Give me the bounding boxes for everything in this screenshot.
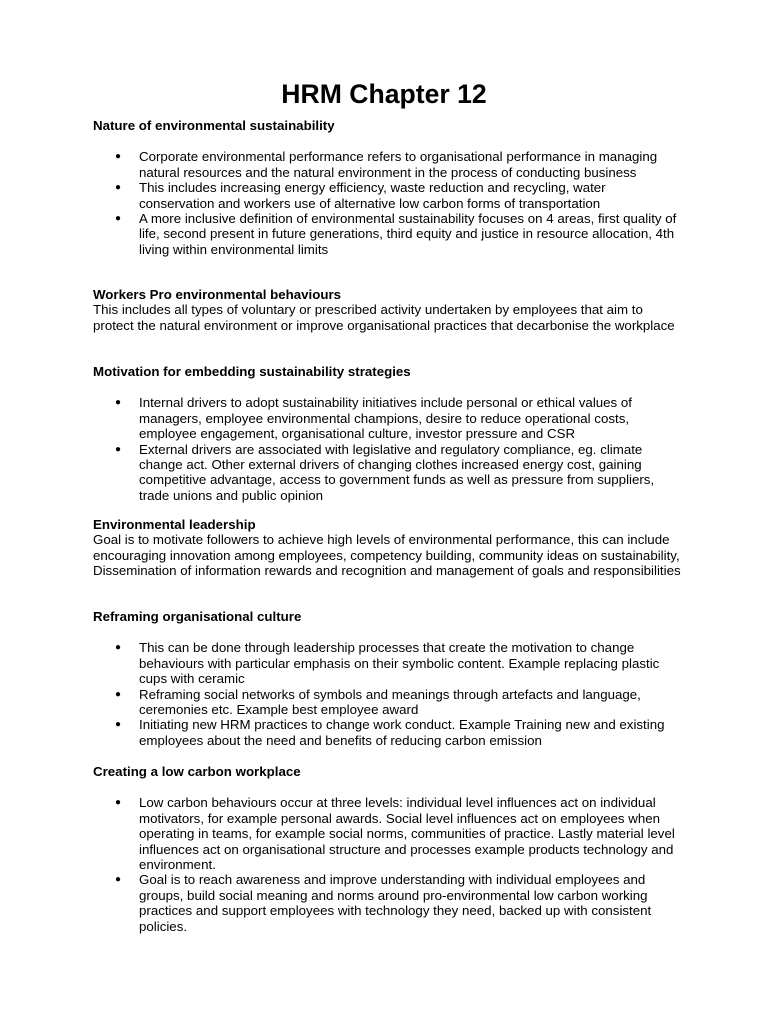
bullet-icon: ●	[115, 797, 122, 809]
section-paragraph: This includes all types of voluntary or prescribed activity undertaken by employees that aim to protect the natural environment or improve organisational practices that decarbonise the workplace	[93, 302, 675, 333]
section-paragraph: Goal is to motivate followers to achieve high levels of environmental performance, this can include encouraging innovation among employees, competency building, community ideas on sustainability, Dissemination of information rewards and recognition and management of goals and responsibilities	[93, 532, 681, 579]
bullet-list	[93, 795, 683, 934]
bullet-icon: ●	[115, 182, 122, 194]
list-item: ● Reframing social networks of symbols and meanings through artefacts and language, ceremonies etc. Example best employee award	[115, 686, 641, 718]
bullet-icon: ●	[115, 151, 122, 163]
bullet-icon: ●	[115, 642, 122, 654]
bullet-icon: ●	[115, 213, 122, 225]
list-item: ● This includes increasing energy efficiency, waste reduction and recycling, water conservation and workers use of alternative low carbon forms of transportation	[115, 180, 606, 211]
list-item: ● This can be done through leadership processes that create the motivation to change behaviours with particular emphasis on their symbolic content. Example replacing plastic cups with ceramic	[115, 640, 660, 687]
section-heading: Workers Pro environmental behaviours	[93, 287, 342, 302]
list-item: ● Corporate environmental performance refers to organisational performance in managing natural resources and the natural environment in the process of conducting business	[115, 149, 658, 180]
section-environmental-leadership	[93, 517, 683, 579]
bullet-icon: ●	[115, 443, 122, 455]
bullet-icon: ●	[115, 397, 122, 409]
list-item: ● Initiating new HRM practices to change work conduct. Example Training new and existing employees about the need and benefits of reducing carbon emission	[115, 717, 665, 748]
section-heading: Motivation for embedding sustainability strategies	[93, 364, 411, 379]
section-workers-pro-environmental-behaviours	[93, 287, 683, 333]
section-motivation-for-sustainability	[93, 364, 683, 503]
list-item: ● Internal drivers to adopt sustainability initiatives include personal or ethical values of managers, employee environmental champions, desire to reduce operational costs, employee engagement, organisational culture, investor pressure and CSR	[115, 395, 632, 442]
section-creating-low-carbon-workplace	[93, 764, 683, 934]
section-heading: Environmental leadership	[93, 517, 256, 532]
page-title: HRM Chapter 12	[281, 79, 487, 109]
list-item: ● A more inclusive definition of environmental sustainability focuses on 4 areas, first quality of life, second present in future generations, third equity and justice in resource allocation, 4th living within environmental limits	[115, 211, 677, 257]
bullet-icon: ●	[115, 719, 122, 731]
list-item: ● External drivers are associated with legislative and regulatory compliance, eg. climate change act. Other external drivers of changing clothes increased energy cost, gaining competitive advantage, access to government funds as well as pressure from suppliers, trade unions and public opinion	[115, 441, 655, 503]
section-nature-of-environmental-sustainability	[93, 118, 683, 257]
bullet-list	[93, 395, 683, 503]
bullet-icon: ●	[115, 688, 122, 700]
section-heading: Reframing organisational culture	[93, 609, 302, 624]
bullet-icon: ●	[115, 874, 122, 886]
bullet-list	[93, 640, 683, 748]
list-item: ● Goal is to reach awareness and improve understanding with individual employees and groups, build social meaning and norms around pro-environmental low carbon working practices and support employees with technology they need, backed up with consistent policies.	[115, 872, 652, 934]
bullet-list	[93, 149, 683, 257]
list-item: ● Low carbon behaviours occur at three levels: individual level influences act on individual motivators, for example personal awards. Social level influences act on employees when operating in teams, for example social norms, communities of practice. Lastly material level influences act on organisational structure and processes example products technology and environment.	[115, 795, 675, 873]
section-heading: Creating a low carbon workplace	[93, 764, 301, 779]
section-reframing-organisational-culture	[93, 609, 683, 748]
section-heading: Nature of environmental sustainability	[93, 118, 335, 133]
